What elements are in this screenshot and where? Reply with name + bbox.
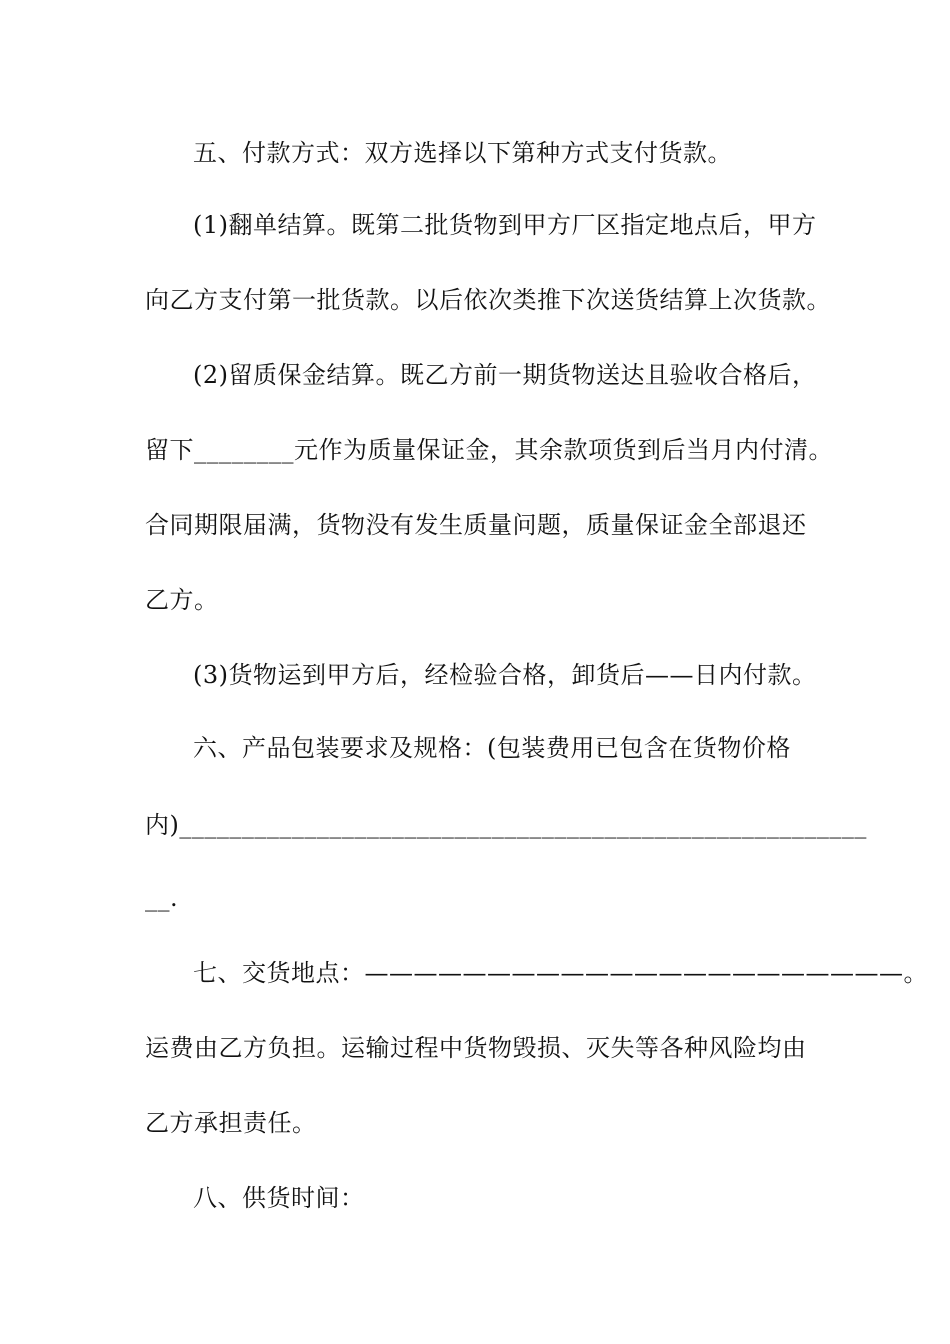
section-7-delivery-place: 七、交货地点：——————————————————————。 <box>193 959 928 987</box>
section-6-packaging-line-1: 六、产品包装要求及规格：(包装费用已包含在货物价格 <box>193 734 791 762</box>
section-6-packaging-line-3: __. <box>145 884 179 912</box>
payment-option-1-line-1: (1)翻单结算。既第二批货物到甲方厂区指定地点后，甲方 <box>193 211 817 239</box>
payment-option-2-line-3: 合同期限届满，货物没有发生质量问题，质量保证金全部退还 <box>145 511 807 539</box>
payment-option-2-line-4: 乙方。 <box>145 586 219 614</box>
payment-option-2-line-1: (2)留质保金结算。既乙方前一期货物送达且验收合格后， <box>193 361 817 389</box>
section-7-freight-line-1: 运费由乙方负担。运输过程中货物毁损、灭失等各种风险均由 <box>145 1034 807 1062</box>
section-7-freight-line-2: 乙方承担责任。 <box>145 1109 317 1137</box>
payment-option-3: (3)货物运到甲方后，经检验合格，卸货后——日内付款。 <box>193 661 817 689</box>
section-8-supply-time: 八、供货时间： <box>193 1184 365 1212</box>
payment-option-1-line-2: 向乙方支付第一批货款。以后依次类推下次送货结算上次货款。 <box>145 286 831 314</box>
payment-option-2-line-2: 留下________元作为质量保证金，其余款项货到后当月内付清。 <box>145 436 833 464</box>
section-6-packaging-line-2: 内)_______________________________________________________ <box>145 811 867 839</box>
section-5-payment-method: 五、付款方式：双方选择以下第种方式支付货款。 <box>193 139 732 167</box>
